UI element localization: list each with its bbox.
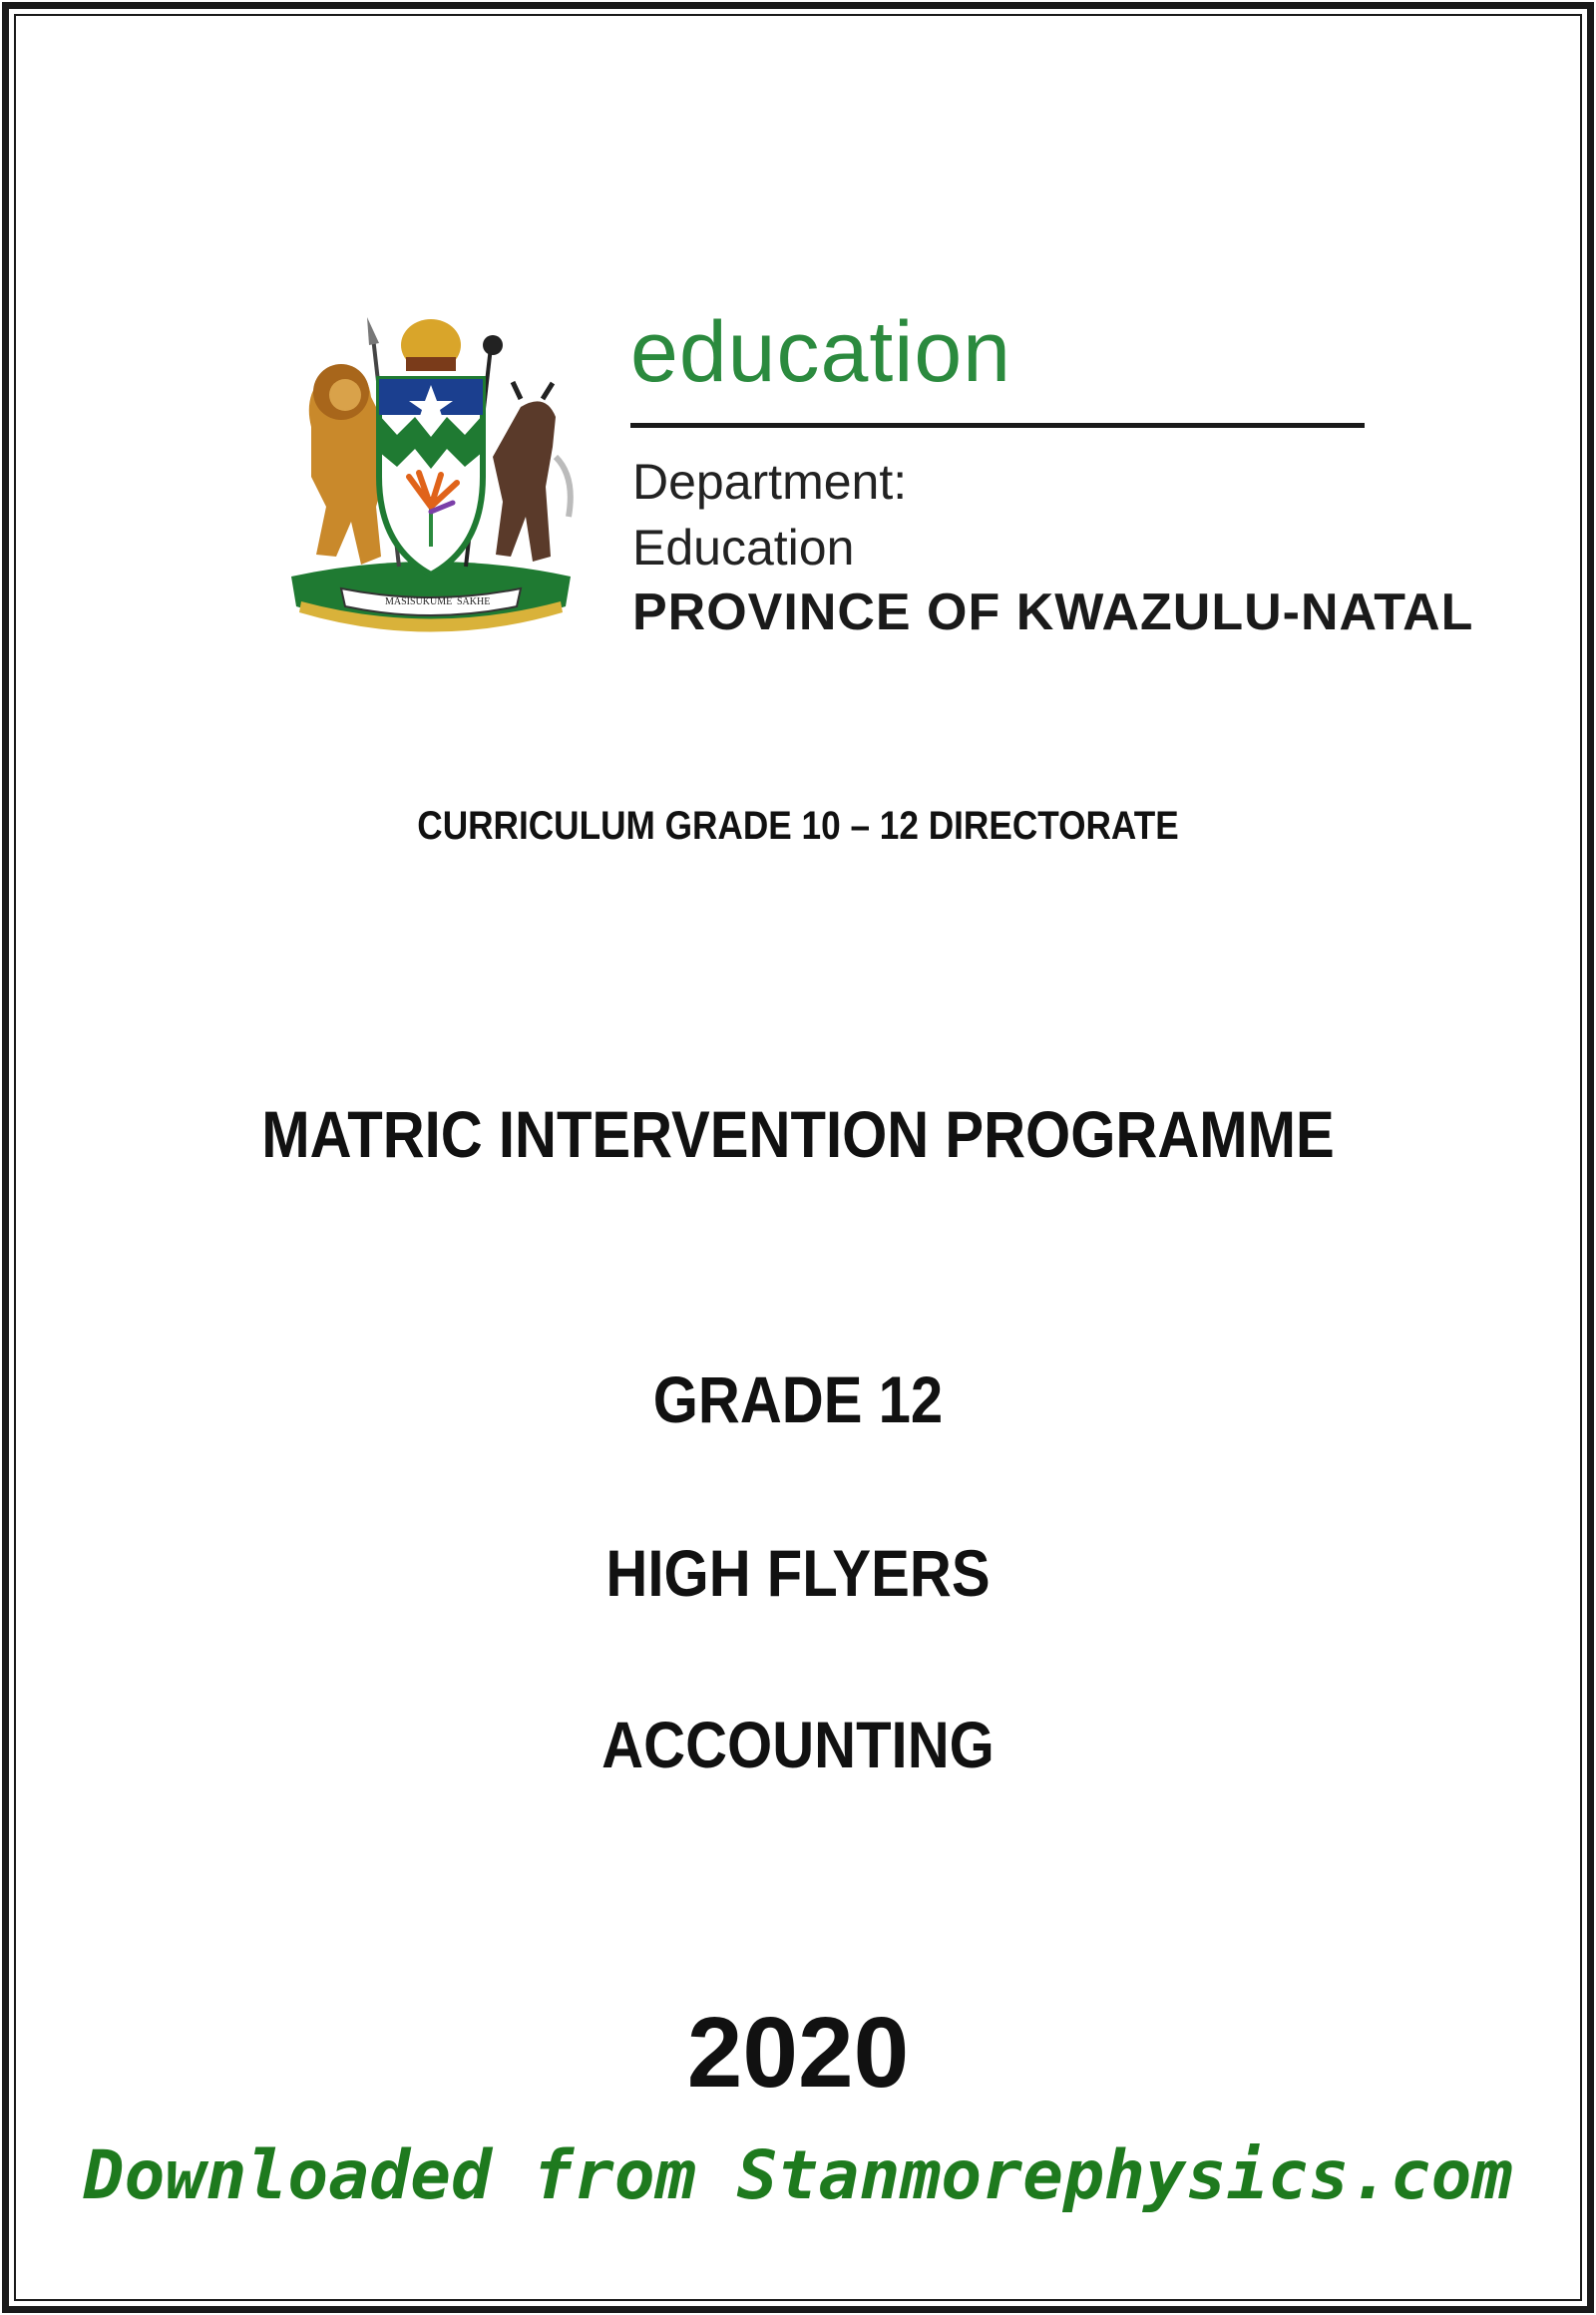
download-notice: Downloaded from Stanmorephysics.com bbox=[83, 2136, 1513, 2215]
coat-of-arms-icon bbox=[281, 307, 581, 640]
programme-title: MATRIC INTERVENTION PROGRAMME bbox=[261, 1097, 1335, 1171]
directorate-heading: CURRICULUM GRADE 10 – 12 DIRECTORATE bbox=[417, 804, 1179, 848]
svg-text:MASISUKUME: MASISUKUME bbox=[385, 596, 453, 607]
year-heading: 2020 bbox=[686, 1997, 910, 2109]
grade-heading: GRADE 12 bbox=[652, 1362, 944, 1436]
brand-divider bbox=[630, 423, 1365, 428]
svg-text:SAKHE: SAKHE bbox=[457, 596, 491, 607]
subject-heading: ACCOUNTING bbox=[601, 1708, 995, 1781]
group-heading: HIGH FLYERS bbox=[605, 1536, 991, 1610]
province-name: PROVINCE OF KWAZULU-NATAL bbox=[632, 583, 1474, 641]
department-name: Education bbox=[632, 520, 855, 576]
department-label: Department: bbox=[632, 454, 908, 510]
brand-wordmark: education bbox=[630, 304, 1011, 400]
